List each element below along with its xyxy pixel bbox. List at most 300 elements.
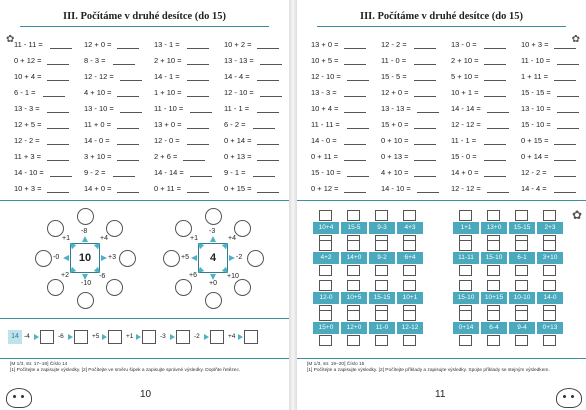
exercise-text: 13 - 13 = bbox=[381, 104, 411, 113]
answer-circle[interactable] bbox=[106, 220, 123, 237]
instructions-footer: [M 1/3, str. 17–18] Číslo 14 [1] Počítejte a zapisujte výsledky. [2] Počítejte ve směru šipek a zapisujte správné výsledky. Doplňte řetězec. bbox=[10, 362, 241, 373]
exercise-text: 10 + 2 = bbox=[224, 40, 252, 49]
answer-box[interactable] bbox=[375, 210, 388, 221]
answer-box[interactable] bbox=[543, 210, 556, 221]
exercise-text: 6 - 2 = bbox=[224, 120, 246, 129]
answer-blank[interactable] bbox=[414, 176, 436, 177]
exercise-text: 13 - 13 = bbox=[224, 56, 254, 65]
answer-circle[interactable] bbox=[77, 292, 94, 309]
section-divider bbox=[0, 200, 289, 201]
train-expression bbox=[453, 322, 479, 334]
answer-blank[interactable] bbox=[117, 160, 139, 161]
train-expression-text: 1+1 bbox=[460, 224, 472, 231]
exercise-text: 15 + 0 = bbox=[381, 120, 409, 129]
exercise-text: 2 + 10 = bbox=[154, 56, 182, 65]
answer-box[interactable] bbox=[319, 310, 332, 321]
train-expression-text: 6-1 bbox=[517, 254, 527, 261]
exercise bbox=[521, 180, 586, 198]
arrow-triangle bbox=[229, 255, 235, 261]
answer-blank[interactable] bbox=[417, 192, 439, 193]
title-underline bbox=[317, 26, 566, 27]
answer-blank[interactable] bbox=[187, 80, 209, 81]
answer-blank[interactable] bbox=[117, 48, 139, 49]
exercise-text: 13 - 0 = bbox=[451, 40, 477, 49]
answer-blank[interactable] bbox=[554, 176, 576, 177]
exercise bbox=[84, 180, 154, 198]
answer-circle[interactable] bbox=[205, 292, 222, 309]
exercise-text: 12 - 2 = bbox=[381, 40, 407, 49]
exercise-text: 15 - 10 = bbox=[311, 168, 341, 177]
flower-icon: ✿ bbox=[6, 34, 15, 45]
exercise-text: 15 - 15 = bbox=[521, 88, 551, 97]
answer-blank[interactable] bbox=[253, 128, 275, 129]
exercise-text: 11 - 11 = bbox=[311, 120, 340, 129]
dog-illustration bbox=[6, 388, 32, 408]
answer-blank[interactable] bbox=[50, 48, 72, 49]
exercise-text: 0 + 11 = bbox=[154, 184, 181, 193]
train-expression bbox=[453, 222, 479, 234]
exercise-text: 11 - 10 = bbox=[521, 56, 551, 65]
train-expression-text: 6-4 bbox=[489, 324, 499, 331]
answer-blank[interactable] bbox=[187, 64, 209, 65]
answer-box[interactable] bbox=[515, 280, 528, 291]
exercise-text: 13 - 3 = bbox=[14, 104, 40, 113]
instructions-footer: [M 1/3, str. 19–20] Číslo 15 [1] Počítejte a zapisujte výsledky. [2] Počítejte příklady a zapisujte výsledky. Spojte příklady se stejným výsledkem. bbox=[307, 362, 550, 373]
answer-blank[interactable] bbox=[257, 48, 279, 49]
answer-blank[interactable] bbox=[554, 192, 576, 193]
exercise-text: 8 - 3 = bbox=[84, 56, 106, 65]
train-expression-text: 15+0 bbox=[318, 324, 334, 331]
exercise-text: 15 - 0 = bbox=[451, 152, 477, 161]
operation-label: +5 bbox=[181, 254, 189, 261]
answer-box[interactable] bbox=[543, 265, 556, 276]
answer-blank[interactable] bbox=[50, 176, 72, 177]
arrow-triangle bbox=[63, 255, 69, 261]
exercise-row bbox=[0, 180, 289, 198]
answer-circle[interactable] bbox=[35, 250, 52, 267]
answer-blank[interactable] bbox=[190, 112, 212, 113]
exercise-text: 10 + 1 = bbox=[451, 88, 479, 97]
answer-box[interactable] bbox=[375, 240, 388, 251]
answer-blank[interactable] bbox=[187, 192, 209, 193]
answer-box[interactable] bbox=[347, 240, 360, 251]
exercise bbox=[154, 180, 224, 198]
answer-blank[interactable] bbox=[347, 128, 369, 129]
train-expression-text: 15-10 bbox=[485, 254, 503, 261]
answer-box[interactable] bbox=[487, 210, 500, 221]
train-expression bbox=[537, 252, 563, 264]
chain-answer-box[interactable] bbox=[74, 330, 88, 344]
chain-operation: +5 bbox=[92, 333, 100, 340]
exercise-text: 9 - 1 = bbox=[224, 168, 246, 177]
answer-blank[interactable] bbox=[484, 160, 506, 161]
answer-box[interactable] bbox=[459, 310, 472, 321]
answer-box[interactable] bbox=[347, 280, 360, 291]
train-expression-text: 14-0 bbox=[543, 294, 557, 301]
exercise-text: 0 + 15 = bbox=[521, 136, 549, 145]
chain-start-number: 14 bbox=[8, 330, 22, 344]
exercise-text: 3 + 10 = bbox=[84, 152, 112, 161]
answer-blank[interactable] bbox=[347, 80, 369, 81]
answer-blank[interactable] bbox=[260, 96, 282, 97]
answer-box[interactable] bbox=[319, 265, 332, 276]
answer-box[interactable] bbox=[515, 210, 528, 221]
answer-blank[interactable] bbox=[414, 128, 436, 129]
title-underline bbox=[20, 26, 269, 27]
answer-box[interactable] bbox=[375, 310, 388, 321]
answer-box[interactable] bbox=[347, 310, 360, 321]
answer-blank[interactable] bbox=[120, 80, 142, 81]
answer-blank[interactable] bbox=[187, 48, 209, 49]
train-expression bbox=[369, 252, 395, 264]
section-divider bbox=[0, 318, 289, 319]
exercise-text: 11 + 0 = bbox=[84, 120, 111, 129]
answer-blank[interactable] bbox=[484, 96, 506, 97]
operation-label: -2 bbox=[236, 254, 243, 261]
train-expression-text: 0+14 bbox=[458, 324, 474, 331]
answer-box[interactable] bbox=[375, 335, 388, 346]
answer-box[interactable] bbox=[403, 280, 416, 291]
chain-operation: -6 bbox=[58, 333, 64, 340]
exercise-text: 14 - 14 = bbox=[154, 168, 184, 177]
answer-blank[interactable] bbox=[260, 64, 282, 65]
answer-box[interactable] bbox=[459, 265, 472, 276]
answer-blank[interactable] bbox=[47, 64, 69, 65]
train-expression bbox=[341, 292, 367, 304]
answer-blank[interactable] bbox=[257, 112, 279, 113]
answer-box[interactable] bbox=[375, 265, 388, 276]
exercise-text: 12 - 0 = bbox=[154, 136, 180, 145]
operation-label: -3 bbox=[209, 228, 216, 235]
operation-label: +6 bbox=[189, 272, 197, 279]
answer-blank[interactable] bbox=[417, 112, 439, 113]
answer-box[interactable] bbox=[459, 335, 472, 346]
answer-blank[interactable] bbox=[414, 64, 436, 65]
answer-box[interactable] bbox=[403, 210, 416, 221]
train-expression-text: 15-5 bbox=[347, 224, 361, 231]
answer-blank[interactable] bbox=[484, 144, 506, 145]
answer-blank[interactable] bbox=[554, 48, 576, 49]
answer-box[interactable] bbox=[515, 265, 528, 276]
exercise-text: 12 + 5 = bbox=[14, 120, 42, 129]
answer-blank[interactable] bbox=[414, 80, 436, 81]
train-expression-text: 10+4 bbox=[318, 224, 334, 231]
page-title: III. Počítáme v druhé desítce (do 15) bbox=[62, 11, 227, 22]
page-title: III. Počítáme v druhé desítce (do 15) bbox=[359, 11, 524, 22]
train-expression bbox=[313, 252, 339, 264]
train-expression bbox=[481, 322, 507, 334]
answer-blank[interactable] bbox=[47, 160, 69, 161]
train-expression-text: 11-0 bbox=[375, 324, 389, 331]
answer-blank[interactable] bbox=[484, 176, 506, 177]
answer-blank[interactable] bbox=[344, 112, 366, 113]
answer-blank[interactable] bbox=[47, 128, 69, 129]
answer-circle[interactable] bbox=[77, 208, 94, 225]
answer-box[interactable] bbox=[459, 210, 472, 221]
answer-blank[interactable] bbox=[414, 48, 436, 49]
train-expression-text: 4+2 bbox=[320, 254, 332, 261]
answer-circle[interactable] bbox=[234, 220, 251, 237]
answer-circle[interactable] bbox=[163, 250, 180, 267]
answer-blank[interactable] bbox=[257, 144, 279, 145]
train-expression bbox=[369, 292, 395, 304]
exercise-text: 14 - 10 = bbox=[14, 168, 44, 177]
operation-label: -10 bbox=[81, 280, 92, 287]
answer-blank[interactable] bbox=[117, 192, 139, 193]
chain-answer-box[interactable] bbox=[210, 330, 224, 344]
chain-operation: -2 bbox=[194, 333, 200, 340]
train-expression bbox=[509, 322, 535, 334]
train-expression bbox=[397, 222, 423, 234]
exercise-text: 12 - 12 = bbox=[451, 184, 481, 193]
page-11 bbox=[297, 0, 586, 410]
chain-answer-box[interactable] bbox=[176, 330, 190, 344]
answer-box[interactable] bbox=[515, 335, 528, 346]
answer-box[interactable] bbox=[403, 265, 416, 276]
chain-answer-box[interactable] bbox=[40, 330, 54, 344]
star-center-number: 10 bbox=[70, 243, 100, 273]
answer-blank[interactable] bbox=[113, 64, 135, 65]
exercise-text: 11 - 1 = bbox=[224, 104, 250, 113]
answer-box[interactable] bbox=[459, 280, 472, 291]
chain-arrow bbox=[68, 334, 73, 340]
arrow-triangle bbox=[101, 255, 107, 261]
answer-blank[interactable] bbox=[187, 144, 209, 145]
exercise-text: 0 + 13 = bbox=[224, 152, 252, 161]
exercise-text: 2 + 6 = bbox=[154, 152, 178, 161]
answer-box[interactable] bbox=[403, 240, 416, 251]
exercise-text: 0 + 15 = bbox=[224, 184, 252, 193]
chain-answer-box[interactable] bbox=[142, 330, 156, 344]
exercise bbox=[381, 180, 451, 198]
section-divider bbox=[297, 358, 586, 359]
answer-blank[interactable] bbox=[257, 160, 279, 161]
answer-box[interactable] bbox=[487, 335, 500, 346]
exercise-text: 13 + 0 = bbox=[154, 120, 182, 129]
train-expression bbox=[481, 222, 507, 234]
answer-blank[interactable] bbox=[414, 144, 436, 145]
chain-operation: -4 bbox=[24, 333, 30, 340]
train-expression-text: 10+5 bbox=[346, 294, 362, 301]
answer-box[interactable] bbox=[487, 280, 500, 291]
answer-box[interactable] bbox=[375, 280, 388, 291]
exercise-text: 6 - 1 = bbox=[14, 88, 36, 97]
operation-label: +1 bbox=[62, 235, 70, 242]
answer-blank[interactable] bbox=[344, 144, 366, 145]
answer-box[interactable] bbox=[319, 240, 332, 251]
answer-blank[interactable] bbox=[484, 80, 506, 81]
answer-blank[interactable] bbox=[344, 48, 366, 49]
answer-blank[interactable] bbox=[414, 96, 436, 97]
operation-label: +4 bbox=[100, 235, 108, 242]
train-expression-text: 15-15 bbox=[513, 224, 531, 231]
answer-blank[interactable] bbox=[344, 96, 366, 97]
exercise-text: 13 - 1 = bbox=[154, 40, 180, 49]
answer-blank[interactable] bbox=[557, 128, 579, 129]
answer-blank[interactable] bbox=[253, 176, 275, 177]
answer-box[interactable] bbox=[543, 310, 556, 321]
answer-blank[interactable] bbox=[47, 112, 69, 113]
exercise bbox=[451, 180, 521, 198]
train-expression-text: 9-4 bbox=[517, 324, 527, 331]
train-expression-text: 9-2 bbox=[377, 254, 387, 261]
answer-blank[interactable] bbox=[487, 128, 509, 129]
train-expression bbox=[509, 222, 535, 234]
answer-blank[interactable] bbox=[47, 80, 69, 81]
arrow-triangle bbox=[82, 236, 88, 242]
answer-box[interactable] bbox=[459, 240, 472, 251]
operation-label: -6 bbox=[99, 273, 106, 280]
exercise-text: 0 + 14 = bbox=[521, 152, 549, 161]
chain-arrow bbox=[136, 334, 141, 340]
train-expression-text: 14+0 bbox=[346, 254, 362, 261]
flower-icon: ✿ bbox=[571, 208, 582, 222]
answer-blank[interactable] bbox=[344, 160, 366, 161]
train-expression-text: 12+0 bbox=[346, 324, 362, 331]
answer-blank[interactable] bbox=[257, 192, 279, 193]
exercise-text: 1 + 10 = bbox=[154, 88, 182, 97]
answer-box[interactable] bbox=[347, 265, 360, 276]
exercise-text: 10 + 5 = bbox=[311, 56, 339, 65]
answer-circle[interactable] bbox=[234, 279, 251, 296]
train-expression bbox=[509, 252, 535, 264]
answer-blank[interactable] bbox=[484, 48, 506, 49]
answer-blank[interactable] bbox=[344, 64, 366, 65]
exercise-text: 5 + 10 = bbox=[451, 72, 479, 81]
exercise-text: 12 - 2 = bbox=[14, 136, 40, 145]
answer-box[interactable] bbox=[543, 335, 556, 346]
section-divider bbox=[297, 200, 586, 201]
exercise-text: 0 + 14 = bbox=[224, 136, 252, 145]
chain-answer-box[interactable] bbox=[108, 330, 122, 344]
exercise-text: 4 + 10 = bbox=[84, 88, 112, 97]
answer-blank[interactable] bbox=[557, 96, 579, 97]
answer-blank[interactable] bbox=[347, 176, 369, 177]
exercise-text: 12 - 2 = bbox=[521, 168, 547, 177]
page-number: 11 bbox=[435, 389, 446, 400]
answer-box[interactable] bbox=[487, 240, 500, 251]
train-expression bbox=[397, 292, 423, 304]
answer-blank[interactable] bbox=[187, 128, 209, 129]
section-divider bbox=[0, 358, 289, 359]
answer-blank[interactable] bbox=[47, 144, 69, 145]
dog-illustration bbox=[556, 388, 582, 408]
answer-blank[interactable] bbox=[187, 96, 209, 97]
exercise-text: 4 + 10 = bbox=[381, 168, 409, 177]
exercise-text: 12 - 10 = bbox=[311, 72, 341, 81]
page-number: 10 bbox=[140, 389, 152, 400]
answer-box[interactable] bbox=[543, 240, 556, 251]
exercise-text: 13 - 10 = bbox=[84, 104, 114, 113]
answer-circle[interactable] bbox=[205, 208, 222, 225]
answer-blank[interactable] bbox=[484, 64, 506, 65]
answer-blank[interactable] bbox=[117, 128, 139, 129]
train-expression bbox=[313, 322, 339, 334]
answer-box[interactable] bbox=[319, 210, 332, 221]
answer-blank[interactable] bbox=[113, 176, 135, 177]
answer-blank[interactable] bbox=[117, 96, 139, 97]
train-expression bbox=[313, 222, 339, 234]
train-expression-text: 12-12 bbox=[401, 324, 419, 331]
answer-box[interactable] bbox=[543, 280, 556, 291]
answer-box[interactable] bbox=[347, 335, 360, 346]
train-expression-text: 6+4 bbox=[404, 254, 416, 261]
answer-box[interactable] bbox=[319, 335, 332, 346]
answer-circle[interactable] bbox=[106, 279, 123, 296]
exercise-text: 10 + 3 = bbox=[14, 184, 42, 193]
answer-box[interactable] bbox=[403, 335, 416, 346]
chain-operation: +4 bbox=[228, 333, 236, 340]
answer-blank[interactable] bbox=[557, 112, 579, 113]
answer-blank[interactable] bbox=[257, 80, 279, 81]
answer-blank[interactable] bbox=[414, 160, 436, 161]
arrow-triangle bbox=[210, 236, 216, 242]
train-expression bbox=[313, 292, 339, 304]
exercise-text: 11 - 10 = bbox=[154, 104, 184, 113]
train-expression-text: 0+13 bbox=[542, 324, 558, 331]
exercise-text: 14 - 10 = bbox=[381, 184, 411, 193]
answer-box[interactable] bbox=[515, 240, 528, 251]
answer-blank[interactable] bbox=[344, 192, 366, 193]
answer-circle[interactable] bbox=[175, 279, 192, 296]
chain-answer-box[interactable] bbox=[244, 330, 258, 344]
train-expression bbox=[341, 222, 367, 234]
answer-blank[interactable] bbox=[120, 112, 142, 113]
answer-box[interactable] bbox=[347, 210, 360, 221]
answer-blank[interactable] bbox=[117, 144, 139, 145]
exercise-text: 10 + 4 = bbox=[311, 104, 339, 113]
book-gutter bbox=[289, 0, 297, 410]
answer-blank[interactable] bbox=[190, 176, 212, 177]
answer-box[interactable] bbox=[487, 310, 500, 321]
answer-blank[interactable] bbox=[487, 192, 509, 193]
train-expression bbox=[509, 292, 535, 304]
operation-label: +10 bbox=[227, 273, 239, 280]
train-expression-text: 10-10 bbox=[513, 294, 531, 301]
answer-circle[interactable] bbox=[119, 250, 136, 267]
answer-circle[interactable] bbox=[47, 279, 64, 296]
answer-box[interactable] bbox=[487, 265, 500, 276]
train-expression-text: 9-3 bbox=[377, 224, 387, 231]
answer-blank[interactable] bbox=[487, 112, 509, 113]
train-expression bbox=[341, 252, 367, 264]
answer-blank[interactable] bbox=[554, 160, 576, 161]
exercise-text: 11 - 11 = bbox=[14, 40, 43, 49]
exercise-text: 12 + 0 = bbox=[84, 40, 112, 49]
chain-operation: +1 bbox=[126, 333, 134, 340]
exercise-text: 12 - 12 = bbox=[451, 120, 481, 129]
train-expression-text: 15-15 bbox=[373, 294, 391, 301]
answer-blank[interactable] bbox=[554, 144, 576, 145]
answer-blank[interactable] bbox=[43, 96, 65, 97]
train-expression-text: 11-11 bbox=[458, 254, 474, 261]
answer-blank[interactable] bbox=[554, 80, 576, 81]
train-expression bbox=[537, 322, 563, 334]
answer-box[interactable] bbox=[403, 310, 416, 321]
train-expression bbox=[369, 222, 395, 234]
chain-arrow bbox=[238, 334, 243, 340]
exercise-text: 13 - 3 = bbox=[311, 88, 337, 97]
exercise-text: 0 + 12 = bbox=[311, 184, 339, 193]
answer-blank[interactable] bbox=[47, 192, 69, 193]
exercise-text: 10 + 4 = bbox=[14, 72, 42, 81]
answer-box[interactable] bbox=[515, 310, 528, 321]
answer-circle[interactable] bbox=[247, 250, 264, 267]
answer-blank[interactable] bbox=[183, 160, 205, 161]
train-expression-text: 15-10 bbox=[457, 294, 475, 301]
answer-box[interactable] bbox=[319, 280, 332, 291]
answer-blank[interactable] bbox=[557, 64, 579, 65]
